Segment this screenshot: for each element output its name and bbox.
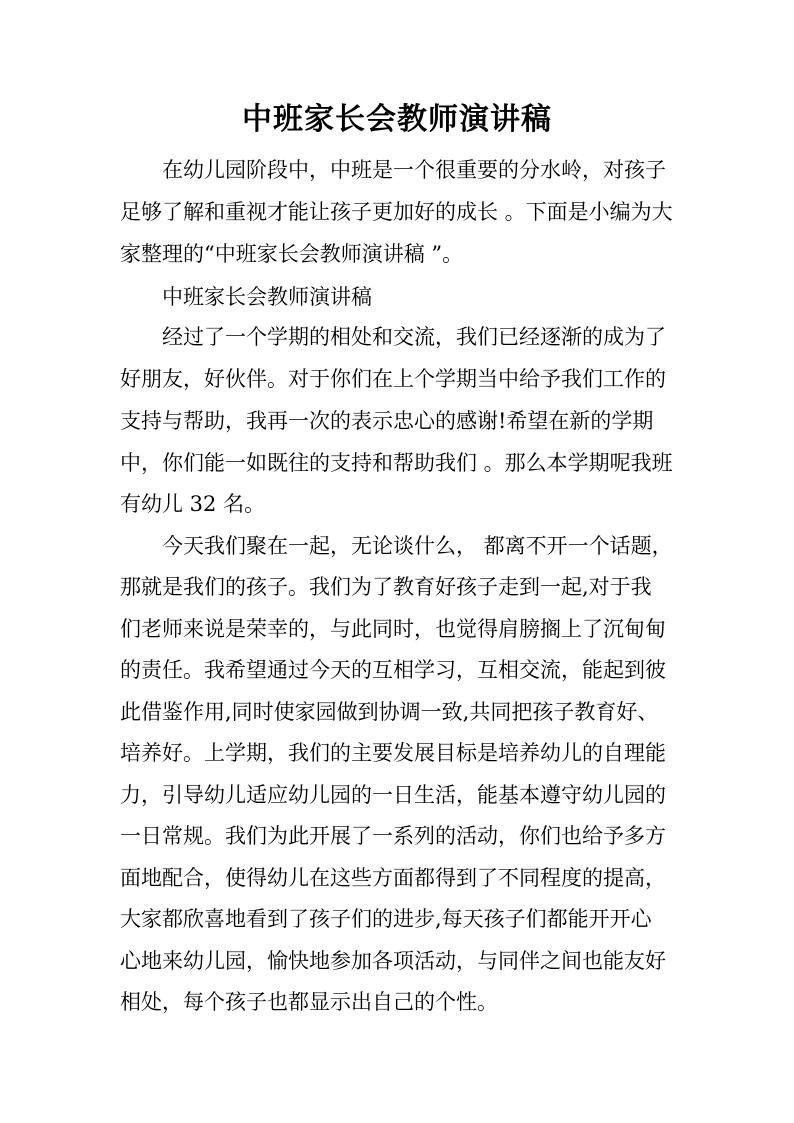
text-line: 们老师来说是荣幸的，与此同时，也觉得肩膀搁上了沉甸甸 [120, 617, 666, 641]
text-line: 一日常规。我们为此开展了一系列的活动，你们也给予多方 [120, 824, 666, 848]
text-line: 心地来幼儿园，愉快地参加各项活动，与同伴之间也能友好 [120, 949, 666, 973]
text-line: 相处，每个孩子也都显示出自己的个性。 [120, 990, 498, 1014]
text-line: 支持与帮助，我再一次的表示忠心的感谢!希望在新的学期 [120, 409, 654, 433]
text-line: 足够了解和重视才能让孩子更加好的成长 。下面是小编为大 [120, 200, 673, 224]
text-line: 的责任。我希望通过今天的互相学习，互相交流，能起到彼 [120, 658, 666, 682]
section-heading: 中班家长会教师演讲稿 [120, 285, 372, 309]
text-line: 有幼儿 32 名。 [120, 492, 266, 516]
text-line: 那就是我们的孩子。我们为了教育好孩子走到一起,对于我 [120, 575, 652, 599]
text-line: 面地配合，使得幼儿在这些方面都得到了不同程度的提高， [120, 866, 666, 890]
text-line: 大家都欣喜地看到了孩子们的进步,每天孩子们都能开开心 [120, 907, 652, 931]
text-line: 力，引导幼儿适应幼儿园的一日生活，能基本遵守幼儿园的 [120, 783, 666, 807]
text-line: 家整理的“中班家长会教师演讲稿 ”。 [120, 242, 464, 266]
text-line: 今天我们聚在一起，无论谈什么， 都离不开一个话题， [120, 534, 673, 558]
text-line: 在幼儿园阶段中，中班是一个很重要的分水岭，对孩子 [120, 158, 666, 182]
text-line: 此借鉴作用,同时使家园做到协调一致,共同把孩子教育好、 [120, 700, 659, 724]
text-line: 好朋友，好伙伴。对于你们在上个学期当中给予我们工作的 [120, 367, 666, 391]
text-line: 经过了一个学期的相处和交流，我们已经逐渐的成为了 [120, 325, 666, 349]
text-line: 培养好。上学期，我们的主要发展目标是培养幼儿的自理能 [120, 741, 666, 765]
page-title: 中班家长会教师演讲稿 [242, 102, 552, 137]
text-line: 中，你们能一如既往的支持和帮助我们 。那么本学期呢我班 [120, 451, 673, 475]
